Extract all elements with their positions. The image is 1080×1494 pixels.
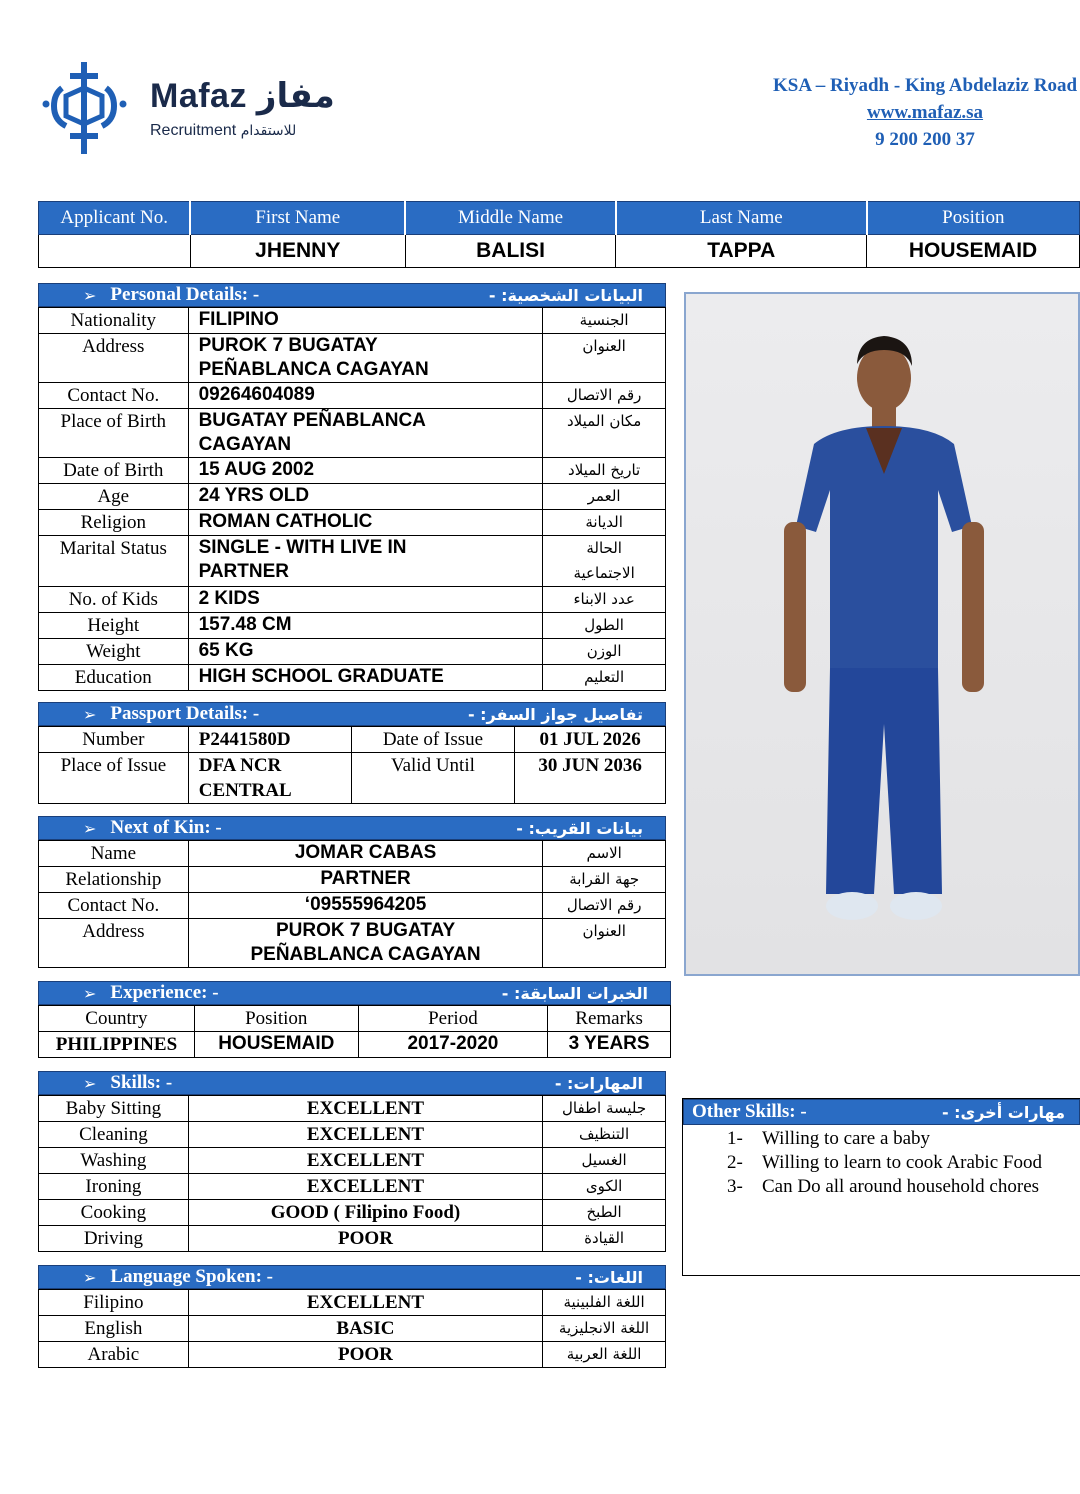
table-row: No. of Kids 2 KIDS عدد الابناء bbox=[39, 587, 666, 613]
last-name-value: TAPPA bbox=[616, 235, 867, 268]
arrow-bullet-icon: ➢ bbox=[83, 983, 97, 1003]
logo-subtitle: Recruitment للاستقدام bbox=[150, 122, 297, 139]
middle-name-value: BALISI bbox=[405, 235, 616, 268]
experience-section bbox=[38, 981, 671, 1058]
table-header-row: Country Position Period Remarks bbox=[39, 1006, 671, 1032]
passport-number-value: P2441580D bbox=[188, 727, 351, 753]
arrow-bullet-icon: ➢ bbox=[83, 1073, 97, 1093]
table-row: Baby Sitting EXCELLENT جليسة اطفال bbox=[39, 1096, 666, 1122]
table-row: Washing EXCELLENT الغسيل bbox=[39, 1148, 666, 1174]
table-row: Date of Birth 15 AUG 2002 تاريخ الميلاد bbox=[39, 458, 666, 484]
passport-details-section bbox=[38, 702, 666, 804]
table-row: Cleaning EXCELLENT التنظيف bbox=[39, 1122, 666, 1148]
languages-section bbox=[38, 1265, 666, 1368]
col-position: Position bbox=[867, 202, 1080, 235]
passport-valid-until: 30 JUN 2036 bbox=[515, 753, 666, 804]
table-row: Place of Issue DFA NCR CENTRAL Valid Until 30 JUN 2036 bbox=[39, 753, 666, 804]
languages-header: ➢ Language Spoken: - اللغات: - bbox=[38, 1265, 666, 1289]
logo-wordmark: Mafaz مفاز bbox=[150, 76, 335, 116]
applicant-no-value bbox=[39, 235, 191, 268]
personal-details-section bbox=[38, 283, 666, 691]
table-row: Place of Birth BUGATAY PEÑABLANCA CAGAYAN مكان الميلاد bbox=[39, 409, 666, 458]
list-item: 2- Willing to learn to cook Arabic Food bbox=[727, 1152, 1042, 1173]
company-contact bbox=[770, 72, 1080, 153]
table-row: Relationship PARTNER جهة القرابة bbox=[39, 867, 666, 893]
list-item: 3- Can Do all around household chores bbox=[727, 1176, 1040, 1197]
table-row: Education HIGH SCHOOL GRADUATE التعليم bbox=[39, 665, 666, 691]
section-title-ar: البيانات الشخصية: - bbox=[488, 285, 643, 305]
table-row: Age 24 YRS OLD العمر bbox=[39, 484, 666, 510]
table-row: Arabic POOR اللغة العربية bbox=[39, 1342, 666, 1368]
personal-details-table bbox=[38, 307, 666, 691]
address-value: PUROK 7 BUGATAY PEÑABLANCA CAGAYAN bbox=[198, 335, 429, 380]
company-website-link[interactable]: www.mafaz.sa bbox=[866, 102, 984, 123]
table-row: Marital Status SINGLE - WITH LIVE IN PARTNER الحالة الاجتماعية bbox=[39, 536, 666, 587]
col-applicant-no: Applicant No. bbox=[39, 202, 191, 235]
table-row: Weight 65 KG الوزن bbox=[39, 639, 666, 665]
col-last-name: Last Name bbox=[616, 202, 867, 235]
skills-section bbox=[38, 1071, 666, 1252]
table-row: Driving POOR القيادة bbox=[39, 1226, 666, 1252]
arrow-bullet-icon: ➢ bbox=[83, 704, 97, 724]
company-phone: 9 200 200 37 bbox=[875, 129, 975, 150]
experience-header: ➢ Experience: - الخبرات السابقة: - bbox=[38, 981, 671, 1005]
arrow-bullet-icon: ➢ bbox=[83, 285, 97, 305]
first-name-value: JHENNY bbox=[190, 235, 405, 268]
other-skills-header: Other Skills: - مهارات أخرى: - bbox=[683, 1099, 1080, 1125]
table-row: Height 157.48 CM الطول bbox=[39, 613, 666, 639]
table-row: Contact No. ‘09555964205 رقم الاتصال bbox=[39, 893, 666, 919]
table-row: Address PUROK 7 BUGATAY PEÑABLANCA CAGAYAN العنوان bbox=[39, 919, 666, 968]
applicant-header-row bbox=[39, 202, 1080, 235]
marital-status-value: SINGLE - WITH LIVE IN PARTNER bbox=[198, 537, 407, 582]
birthplace-value: BUGATAY PEÑABLANCA CAGAYAN bbox=[198, 410, 426, 455]
passport-issue-date: 01 JUL 2026 bbox=[515, 727, 666, 753]
passport-table bbox=[38, 726, 666, 804]
languages-table bbox=[38, 1289, 666, 1368]
applicant-table bbox=[38, 201, 1080, 268]
table-row: Ironing EXCELLENT الكوى bbox=[39, 1174, 666, 1200]
passport-details-header: ➢ Passport Details: - تفاصيل جواز السفر: - bbox=[38, 702, 666, 726]
applicant-photo bbox=[684, 292, 1080, 976]
other-skills-list bbox=[683, 1125, 1080, 1199]
applicant-value-row bbox=[39, 235, 1080, 268]
position-value: HOUSEMAID bbox=[867, 235, 1080, 268]
table-row: English BASIC اللغة الانجليزية bbox=[39, 1316, 666, 1342]
experience-table bbox=[38, 1005, 671, 1058]
table-row: Nationality FILIPINO الجنسية bbox=[39, 308, 666, 334]
next-of-kin-table bbox=[38, 840, 666, 968]
arrow-bullet-icon: ➢ bbox=[83, 1267, 97, 1287]
next-of-kin-header: ➢ Next of Kin: - بيانات القريب: - bbox=[38, 816, 666, 840]
col-middle-name: Middle Name bbox=[405, 202, 616, 235]
table-row: Cooking GOOD ( Filipino Food) الطبخ bbox=[39, 1200, 666, 1226]
table-row: Number P2441580D Date of Issue 01 JUL 2026 bbox=[39, 727, 666, 753]
skills-header: ➢ Skills: - المهارات: - bbox=[38, 1071, 666, 1095]
mafaz-emblem-icon bbox=[40, 58, 140, 158]
table-row: Name JOMAR CABAS الاسم bbox=[39, 841, 666, 867]
table-row: Filipino EXCELLENT اللغة الفلبينية bbox=[39, 1290, 666, 1316]
arrow-bullet-icon: ➢ bbox=[83, 818, 97, 838]
table-row: Address PUROK 7 BUGATAY PEÑABLANCA CAGAYAN العنوان bbox=[39, 334, 666, 383]
company-logo bbox=[40, 58, 350, 158]
table-row: Contact No. 09264604089 رقم الاتصال bbox=[39, 383, 666, 409]
company-address: KSA – Riyadh - King Abdelaziz Road bbox=[772, 75, 1078, 96]
passport-place-value: DFA NCR CENTRAL bbox=[198, 755, 292, 801]
section-title: Personal Details: - bbox=[110, 284, 260, 305]
person-figure-icon bbox=[686, 294, 1080, 976]
skills-table bbox=[38, 1095, 666, 1252]
other-skills-section bbox=[682, 1098, 1080, 1276]
table-row: PHILIPPINES HOUSEMAID 2017-2020 3 YEARS bbox=[39, 1032, 671, 1058]
list-item: 1- Willing to care a baby bbox=[727, 1128, 931, 1149]
col-first-name: First Name bbox=[190, 202, 405, 235]
personal-details-header bbox=[38, 283, 666, 307]
table-row: Religion ROMAN CATHOLIC الديانة bbox=[39, 510, 666, 536]
next-of-kin-section bbox=[38, 816, 666, 968]
